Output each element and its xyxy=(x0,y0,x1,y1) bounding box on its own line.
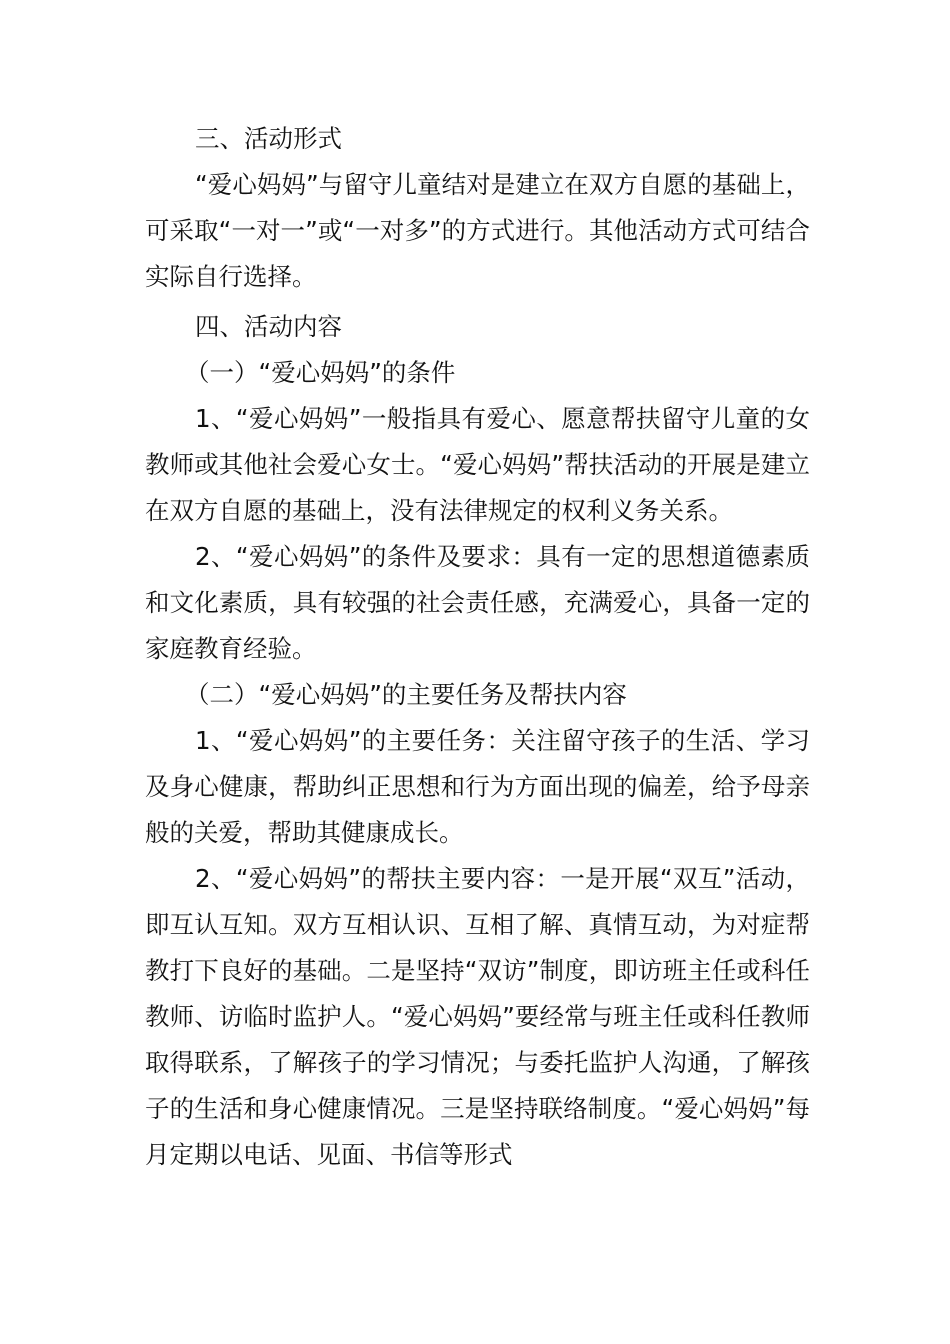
section-heading-activity-content: 四、活动内容 xyxy=(195,312,342,341)
paragraph-activity-form: “爱心妈妈”与留守儿童结对是建立在双方自愿的基础上，可采取“一对一”或“一对多”的方式进行。其他活动方式可结合实际自行选择。 xyxy=(145,170,810,291)
section-heading-activity-form: 三、活动形式 xyxy=(195,124,342,153)
document-body xyxy=(145,112,810,1178)
paragraph-task-2: 2、“爱心妈妈”的帮扶主要内容：一是开展“双互”活动，即互认互知。双方互相认识、互相了解、真情互动，为对症帮教打下良好的基础。二是坚持“双访”制度，即访班主任或科任教师、访临时监护人。“爱心妈妈”要经常与班主任或科任教师取得联系，了解孩子的学习情况；与委托监护人沟通，了解孩子的生活和身心健康情况。三是坚持联络制度。“爱心妈妈”每月定期以电话、见面、书信等形式 xyxy=(145,864,810,1169)
subsection-heading-tasks: （二）“爱心妈妈”的主要任务及帮扶内容 xyxy=(185,680,627,709)
paragraph-task-1: 1、“爱心妈妈”的主要任务：关注留守孩子的生活、学习及身心健康，帮助纠正思想和行为方面出现的偏差，给予母亲般的关爱，帮助其健康成长。 xyxy=(145,726,810,847)
paragraph-condition-2: 2、“爱心妈妈”的条件及要求：具有一定的思想道德素质和文化素质，具有较强的社会责任感，充满爱心，具备一定的家庭教育经验。 xyxy=(145,542,810,663)
paragraph-condition-1: 1、“爱心妈妈”一般指具有爱心、愿意帮扶留守儿童的女教师或其他社会爱心女士。“爱心妈妈”帮扶活动的开展是建立在双方自愿的基础上，没有法律规定的权利义务关系。 xyxy=(145,404,810,525)
subsection-heading-conditions: （一）“爱心妈妈”的条件 xyxy=(185,358,456,387)
